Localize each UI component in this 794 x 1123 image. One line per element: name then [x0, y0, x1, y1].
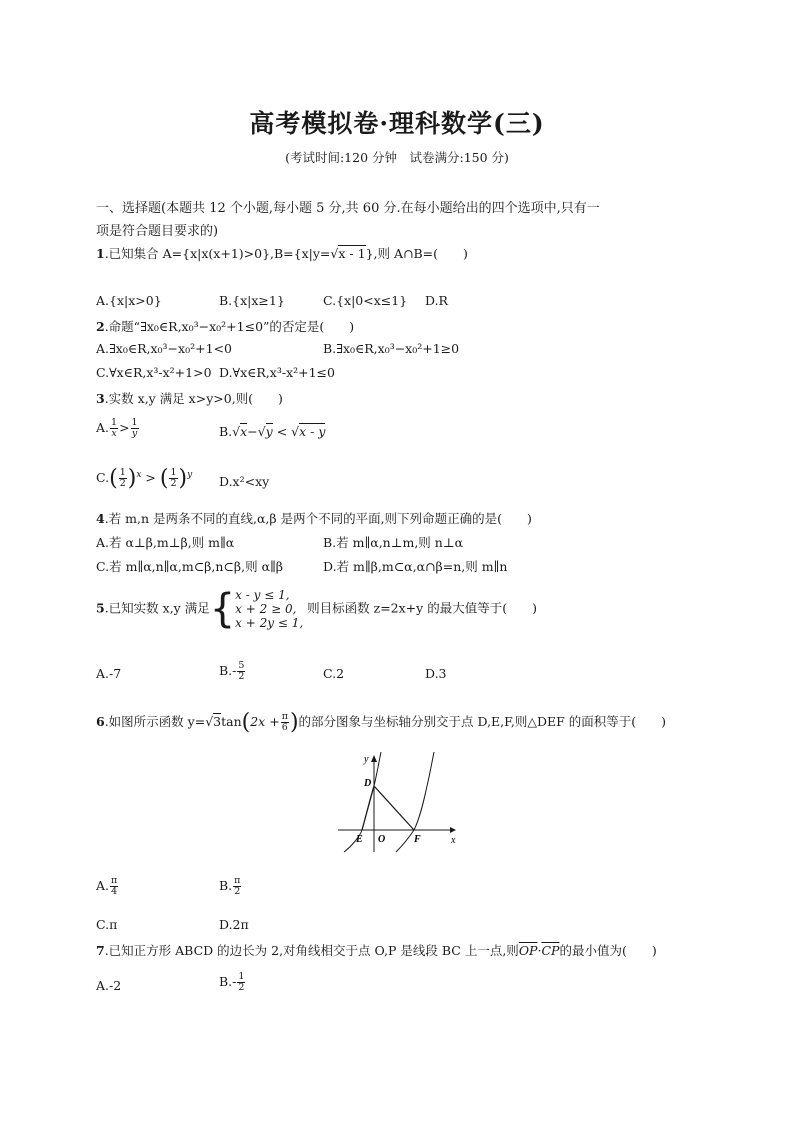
option-label: B. — [219, 878, 233, 893]
option-label: B.- — [219, 663, 237, 678]
fraction — [169, 468, 177, 489]
question-2-option-a: A.∃x₀∈R,x₀³−x₀²+1<0 — [96, 341, 232, 356]
question-1-option-d: D.R — [425, 293, 448, 308]
point-f-label: F — [414, 834, 421, 845]
question-6-option-d: D.2π — [219, 917, 249, 932]
numerator: 1 — [111, 417, 118, 428]
sqrt-term: 3 — [213, 714, 222, 729]
point-e-label: E — [356, 834, 363, 845]
question-1-option-c: C.{x|0<x≤1} — [323, 293, 408, 308]
question-1-stem: 1.已知集合 A={x|x(x+1)>0},B={x|y=√x - 1},则 A∩B=( ) — [96, 246, 468, 261]
x-axis-arrow — [450, 827, 456, 833]
question-5-option-a: A.-7 — [96, 666, 122, 681]
question-4-stem — [96, 509, 532, 527]
question-6-number: 6 — [96, 714, 105, 729]
paren: ( — [241, 710, 251, 735]
denominator: 4 — [111, 886, 118, 897]
y-axis-arrow — [371, 755, 377, 762]
question-3-option-a — [96, 418, 140, 439]
sqrt-term: x — [240, 424, 248, 439]
denominator: 2 — [234, 886, 241, 897]
question-6-option-a — [96, 876, 119, 897]
question-7-option-a: A.-2 — [96, 978, 122, 993]
paren: ) — [289, 710, 299, 735]
option-label: B.- — [219, 974, 237, 989]
question-5-option-d: D.3 — [425, 666, 447, 681]
numerator: π — [281, 711, 288, 722]
question-4-option-c: C.若 m∥α,n∥α,m⊂β,n⊂β,则 α∥β — [96, 559, 284, 574]
operator: > — [119, 420, 130, 435]
numerator: 5 — [238, 660, 245, 671]
denominator: 6 — [281, 722, 288, 733]
question-2-number: 2 — [96, 319, 105, 334]
fraction — [237, 661, 245, 682]
question-1-text-a: .已知集合 A={x|x(x+1)>0},B={x|y= — [104, 246, 331, 261]
paren: ) — [127, 466, 137, 491]
question-3-option-b: B.√x−√y < √x - y — [219, 424, 326, 439]
exponent: y — [187, 469, 193, 480]
numerator: π — [234, 875, 241, 886]
tan-function: tan — [221, 714, 242, 729]
question-5-option-b — [219, 661, 246, 682]
constraint-1: x - y ≤ 1, — [235, 588, 290, 602]
option-label: B. — [219, 424, 233, 439]
question-1-number: 1 — [96, 246, 105, 261]
paren: ) — [178, 466, 188, 491]
numerator: 1 — [238, 971, 245, 982]
question-4-option-a: A.若 α⊥β,m⊥β,则 m∥α — [96, 535, 235, 550]
question-6-option-c: C.π — [96, 917, 118, 932]
point-d-label: D — [364, 778, 372, 789]
y-axis-label: y — [364, 754, 369, 765]
question-1-text-b: },则 A∩B=( ) — [365, 246, 468, 261]
paren: ( — [109, 466, 118, 491]
sqrt-term: x - y — [299, 424, 326, 439]
question-6-stem: 6.如图所示函数 y=√3tan(2x + $\frac{\pi}{6}$ )的部分图象与坐标轴分别交于点 D,E,F,则△DEF 的面积等于( ) — [96, 710, 667, 735]
question-6-text-b: 的部分图象与坐标轴分别交于点 D,E,F,则△DEF 的面积等于( ) — [298, 714, 667, 729]
question-4-text: .若 m,n 是两条不同的直线,α,β 是两个不同的平面,则下列命题正确的是( ) — [104, 511, 532, 526]
constraint-system — [235, 588, 303, 630]
denominator: x — [111, 428, 117, 439]
question-5-text-a: .已知实数 x,y 满足 — [104, 600, 210, 616]
question-6-text-a: .如图所示函数 y= — [104, 714, 206, 729]
option-label: C. — [96, 470, 110, 485]
segment-df — [374, 786, 414, 830]
x-axis-label: x — [451, 835, 456, 846]
fraction — [233, 876, 241, 897]
question-1-option-b: B.{x|x≥1} — [219, 293, 285, 308]
question-5-number: 5 — [96, 600, 105, 616]
page-title: 高考模拟卷·理科数学(三) — [249, 109, 545, 138]
question-4-option-d: D.若 m∥β,m⊂α,α∩β=n,则 m∥n — [323, 559, 508, 574]
denominator: 2 — [238, 982, 245, 993]
question-2-option-c: C.∀x∈R,x³-x²+1>0 — [96, 365, 212, 380]
question-3-option-c — [96, 466, 192, 491]
fraction — [119, 468, 127, 489]
question-3-number: 3 — [96, 391, 105, 406]
question-7-number: 7 — [96, 943, 105, 958]
operator: < — [276, 424, 288, 439]
exam-info: (考试时间:120 分钟 试卷满分:150 分) — [285, 150, 509, 165]
function-graph — [338, 750, 458, 855]
segment-ed — [362, 786, 374, 830]
numerator: 1 — [119, 467, 126, 478]
question-4-number: 4 — [96, 511, 105, 526]
option-label: A. — [96, 878, 110, 893]
denominator: y — [131, 428, 138, 439]
paren: ( — [159, 466, 169, 491]
question-1-option-a: A.{x|x>0} — [96, 293, 162, 308]
question-2-text: .命题“∃x₀∈R,x₀³−x₀²+1≤0”的否定是( ) — [104, 319, 355, 334]
question-3-stem — [96, 389, 283, 407]
question-7-stem — [96, 941, 657, 959]
fraction — [281, 712, 289, 733]
denominator: 2 — [119, 478, 126, 489]
operator: > — [145, 470, 156, 485]
denominator: 2 — [170, 478, 177, 489]
denominator: 2 — [238, 671, 245, 682]
numerator: π — [111, 875, 118, 886]
question-7-text-a: .已知正方形 ABCD 的边长为 2,对角线相交于点 O,P 是线段 BC 上一点,则 — [104, 943, 519, 958]
question-1-sqrt: x - 1 — [338, 246, 366, 261]
fraction — [237, 972, 245, 993]
fraction — [110, 418, 118, 439]
section-heading-line1: 一、选择题(本题共 12 个小题,每小题 5 分,共 60 分.在每小题给出的四个选项中,只有一 — [96, 201, 600, 216]
vector-cp: $\overline{CP}$ — [541, 943, 560, 958]
sqrt-term: y — [265, 424, 273, 439]
question-5-option-c: C.2 — [323, 666, 345, 681]
vector-op: $\overline{OP}$ — [518, 943, 538, 958]
question-6-option-b — [219, 876, 242, 897]
option-label: A. — [96, 420, 110, 435]
section-heading-line2: 项是符合题目要求的) — [96, 224, 219, 239]
operator: − — [247, 424, 258, 439]
question-4-option-b: B.若 m∥α,n⊥m,则 n⊥α — [323, 535, 464, 550]
numerator: 1 — [131, 417, 138, 428]
tan-argument: 2x + — [250, 714, 280, 729]
constraint-3: x + 2y ≤ 1, — [235, 616, 304, 630]
exponent: x — [136, 469, 142, 480]
question-3-text: .实数 x,y 满足 x>y>0,则( ) — [104, 391, 283, 406]
dot-operator: · — [537, 943, 542, 958]
question-5-text-b: 则目标函数 z=2x+y 的最大值等于( ) — [303, 600, 537, 616]
question-3-option-d: D.x²<xy — [219, 474, 270, 489]
question-2-option-b: B.∃x₀∈R,x₀³−x₀²+1≥0 — [323, 341, 460, 356]
question-7-option-b — [219, 972, 246, 993]
question-5-stem — [96, 588, 537, 630]
fraction — [110, 876, 118, 897]
question-2-stem — [96, 317, 354, 335]
numerator: 1 — [170, 467, 177, 478]
question-2-option-d: D.∀x∈R,x³-x²+1≤0 — [219, 365, 335, 380]
fraction — [131, 418, 139, 439]
question-7-text-b: 的最小值为( ) — [559, 943, 657, 958]
origin-label: O — [378, 834, 386, 845]
constraint-2: x + 2 ≥ 0, — [235, 602, 297, 616]
brace: { — [209, 586, 236, 632]
